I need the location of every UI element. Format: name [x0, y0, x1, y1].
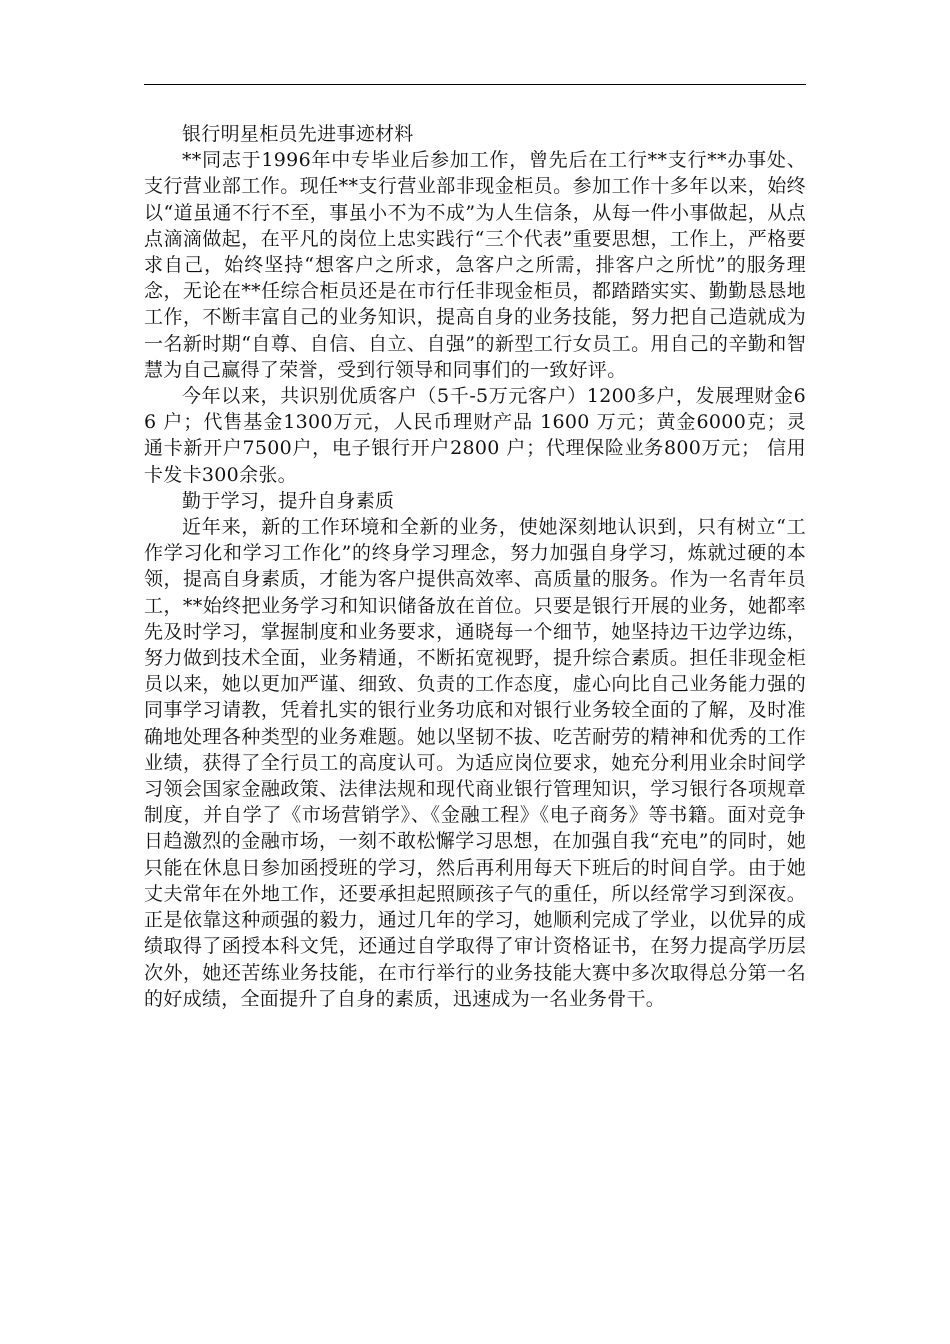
document-body: [144, 121, 806, 1012]
section-heading: 勤于学习，提升自身素质: [182, 489, 395, 512]
intro-paragraph: **同志于1996年中专毕业后参加工作，曾先后在工行**支行**办事处、支行营业部工作。现任**支行营业部非现金柜员。参加工作十多年以来，始终以“道虽通不行不至，事虽小不为不成”为人生信条，从每一件小事做起，从点点滴滴做起，在平凡的岗位上忠实践行“三个代表”重要思想，工作上，严格要求自己，始终坚持“想客户之所求，急客户之所需，排客户之所忧”的服务理念，无论在**任综合柜员还是在市行任非现金柜员，都踏踏实实、勤勤恳恳地工作，不断丰富自己的业务知识，提高自身的业务技能，努力把自己造就成为一名新时期“自尊、自信、自立、自强”的新型工行女员工。用自己的辛勤和智慧为自己赢得了荣誉，受到行领导和同事们的一致好评。: [144, 149, 806, 381]
document-title: 银行明星柜员先进事迹材料: [182, 123, 414, 145]
header-divider: [144, 84, 806, 85]
study-paragraph: 近年来，新的工作环境和全新的业务，使她深刻地认识到，只有树立“工作学习化和学习工作化”的终身学习理念，努力加强自身学习，炼就过硬的本领，提高自身素质，才能为客户提供高效率、高质量的服务。作为一名青年员工，**始终把业务学习和知识储备放在首位。只要是银行开展的业务，她都率先及时学习，掌握制度和业务要求，通晓每一个细节，她坚持边干边学边练，努力做到技术全面，业务精通，不断拓宽视野，提升综合素质。担任非现金柜员以来，她以更加严谨、细致、负责的工作态度，虚心向比自己业务能力强的同事学习请教，凭着扎实的银行业务功底和对银行业务较全面的了解，及时准确地处理各种类型的业务难题。她以坚韧不拔、吃苦耐劳的精神和优秀的工作业绩，获得了全行员工的高度认可。为适应岗位要求，她充分利用业余时间学习领会国家金融政策、法律法规和现代商业银行管理知识，学习银行各项规章制度，并自学了《市场营销学》、《金融工程》《电子商务》等书籍。面对竞争日趋激烈的金融市场，一刻不敢松懈学习思想，在加强自我“充电”的同时，她只能在休息日参加函授班的学习，然后再利用每天下班后的时间自学。由于她丈夫常年在外地工作，还要承担起照顾孩子气的重任，所以经常学习到深夜。正是依靠这种顽强的毅力，通过几年的学习，她顺利完成了学业，以优异的成绩取得了函授本科文凭，还通过自学取得了审计资格证书，在努力提高学历层次外，她还苦练业务技能，在市行举行的业务技能大赛中多次取得总分第一名的好成绩，全面提升了自身的素质，迅速成为一名业务骨干。: [144, 516, 806, 1010]
achievements-paragraph: 今年以来，共识别优质客户（5千-5万元客户）1200多户，发展理财金66 户；代售基金1300万元，人民币理财产品 1600 万元；黄金6000克；灵通卡新开户7500户，电子银行开户2800 户；代理保险业务800万元； 信用卡发卡300余张。: [144, 385, 806, 486]
